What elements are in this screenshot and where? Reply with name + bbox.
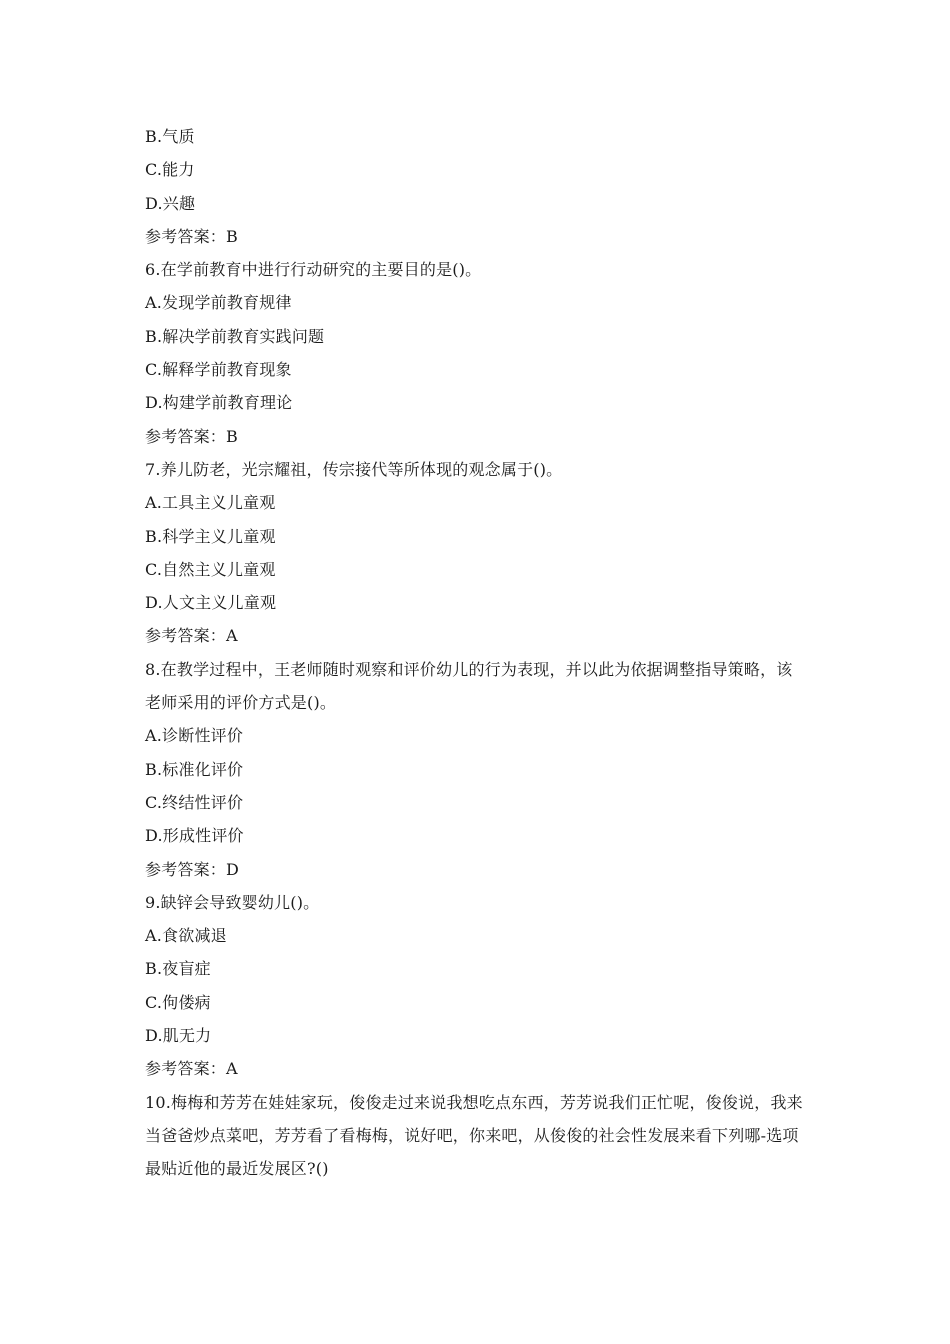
option-c-ability: C.能力 [145,160,195,180]
q6-option-d: D.构建学前教育理论 [145,393,293,413]
q9-option-a: A.食欲减退 [145,926,227,946]
question-10-line-3: 最贴近他的最近发展区?() [145,1159,329,1179]
answer-q8: 参考答案：D [145,859,240,879]
question-9: 9.缺锌会导致婴幼儿()。 [145,892,320,912]
document-page [145,120,815,1186]
option-b-temperament: B.气质 [145,127,195,146]
q6-option-c: C.解释学前教育现象 [145,360,292,380]
q6-option-a: A.发现学前教育规律 [145,293,292,313]
answer-q6: 参考答案：B [145,426,238,446]
q8-option-d: D.形成性评价 [145,826,244,846]
answer-q7: 参考答案：A [145,626,238,646]
question-8-line-2: 老师采用的评价方式是()。 [145,693,337,713]
option-d-interest: D.兴趣 [145,193,196,213]
answer-q9: 参考答案：A [145,1059,238,1079]
q9-option-b: B.夜盲症 [145,959,211,979]
q8-option-c: C.终结性评价 [145,792,244,812]
q7-option-c: C.自然主义儿童观 [145,559,276,579]
q7-option-b: B.科学主义儿童观 [145,526,276,546]
q9-option-d: D.肌无力 [145,1026,212,1046]
q7-option-d: D.人文主义儿童观 [145,593,277,613]
question-10-line-1: 10.梅梅和芳芳在娃娃家玩，俊俊走过来说我想吃点东西，芳芳说我们正忙呢，俊俊说，我来 [145,1092,803,1112]
question-6: 6.在学前教育中进行行动研究的主要目的是()。 [145,260,482,280]
q8-option-a: A.诊断性评价 [145,726,244,746]
q6-option-b: B.解决学前教育实践问题 [145,326,325,346]
q9-option-c: C.佝偻病 [145,992,211,1012]
answer-q5: 参考答案：B [145,226,238,246]
question-7: 7.养儿防老，光宗耀祖，传宗接代等所体现的观念属于()。 [145,459,563,479]
q8-option-b: B.标准化评价 [145,759,244,779]
q7-option-a: A.工具主义儿童观 [145,493,276,513]
question-10-line-2: 当爸爸炒点菜吧，芳芳看了看梅梅，说好吧，你来吧，从俊俊的社会性发展来看下列哪-选项 [145,1125,799,1145]
question-8-line-1: 8.在教学过程中，王老师随时观察和评价幼儿的行为表现，并以此为依据调整指导策略，该 [145,659,793,679]
